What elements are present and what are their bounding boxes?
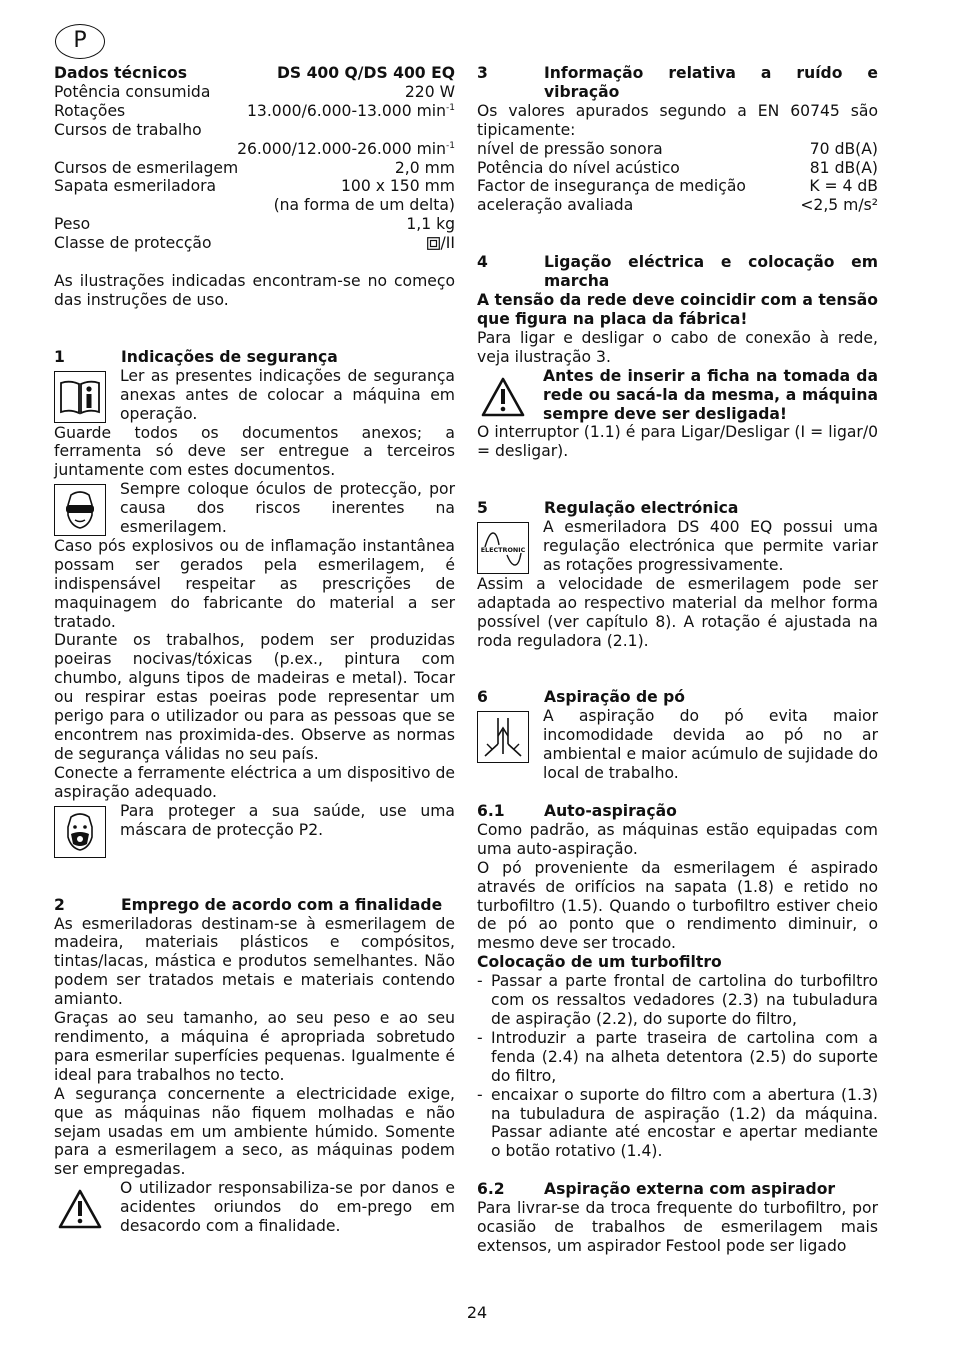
noise-row: aceleração avaliada <2,5 m/s² [477,196,878,215]
list-item: - Introduzir a parte traseira de cartolina com a fenda (2.4) na alheta detentora (2.5) do suporte do filtro, [477,1028,878,1085]
language-badge [55,24,105,59]
list-item: - encaixar o suporte do filtro com a abertura (1.3) na tubuladura de aspiração (1.2) da máquina. Passar adiante até encostar e apertar mediante o botão rotativo (1.4). [477,1085,878,1161]
dust-extraction-block: A aspiração do pó evita maior incomodidade devida ao pó no ar ambiental e maior acúmulo de sujidade do local de trabalho. [477,707,878,783]
spec-strokes-value: 26.000/12.000-26.000 $\min^{-1}$ [237,139,455,158]
warning-icon [477,371,529,423]
spec-pad-note: (na forma de um delta) [273,196,455,215]
tech-data-model: DS 400 Q/DS 400 EQ [276,64,455,82]
section-1-heading: 1 Indicações de segurança [54,347,338,366]
misuse-warning-block: O utilizador responsabiliza-se por danos e acidentes oriundos do em-prego em desacordo com a finalidade. [54,1179,455,1236]
spec-class: Classe de protecção /II [54,234,455,253]
dust-mask-icon [54,806,106,858]
turbofilter-heading: Colocação de um turbofiltro [477,953,722,972]
noise-row: Factor de insegurança de medição K = 4 dB [477,177,878,196]
goggles-block: Sempre coloque óculos de protecção, por causa dos riscos inerentes na esmerilagem. [54,480,455,537]
page-number: 24 [466,1303,488,1322]
section-6-1-heading: 6.1 Auto-aspiração [477,802,677,820]
double-insulation-icon [427,237,440,250]
section-2-heading: 2 Emprego de acordo com a finalidade [54,895,443,914]
spec-grind-stroke: Cursos de esmerilagem 2,0 mm [54,158,455,177]
read-manual-icon [54,371,106,423]
language-code: P [73,28,87,54]
spec-rotations: Rotações 13.000/6.000-13.000 $\min^{-1}$ [54,101,455,120]
tech-data-header [54,64,455,83]
spec-power: Potência consumida 220 W [54,82,455,101]
mask-block: Para proteger a sua saúde, use uma máscara de protecção P2. [54,802,455,858]
warning-icon [54,1183,106,1235]
electronic-block: ELECTRONIC A esmeriladora DS 400 EQ possui uma regulação electrónica que permite variar as rotações progressivamente. [477,518,878,575]
electronic-control-icon [477,522,529,574]
plug-warning-block: Antes de inserir a ficha na tomada da rede ou sacá-la da mesma, a máquina sempre deve ser desligada! [477,367,878,424]
noise-row: Potência do nível acústico 81 dB(A) [477,158,878,177]
tech-data-heading: Dados técnicos [54,64,188,82]
spec-pad: Sapata esmeriladora 100 x 150 mm [54,177,455,196]
read-instructions-block: Ler as presentes indicações de segurança anexas antes de colocar a máquina em operação. [54,367,455,424]
section-3-heading: 3 Informação relativa a ruído e vibração [477,64,878,101]
spec-strokes-label: Cursos de trabalho [54,120,202,139]
electronic-label: ELECTRONIC [481,546,525,555]
spec-weight: Peso 1,1 kg [54,215,455,234]
section-5-heading: 5 Regulação electrónica [477,499,739,518]
section-6-2-heading: 6.2 Aspiração externa com aspirador [477,1180,836,1199]
left-column: Dados técnicos DS 400 Q/DS 400 EQ Potência consumida 220 W Rotações 13.000/6.000-13.000 $\min^{-1}$ Cursos de trabalho 26.000/12.000-26.000 $\min^{-1}$ Cursos de esmerilagem 2,0 mm Sapata esmeriladora 100 x 150 mm (na forma de um delta) Peso 1,1 kg Classe de protecção /II As ilustrações indicadas encontram-se no começo das instruções de uso. 1 Indicações de segurança Ler as presentes indicações de segurança anexas antes de colocar a máquina em operação. Guarde todos os documentos anexos; a ferramenta só deve ser entregue a terceiros juntamente com estes documentos. Sempre coloque óculos de protecção, por causa dos riscos inerentes na esmerilagem. Caso pós explosivos ou de inflamação instantânea possam ser gerados pela esmerilagem, é indispensável respeitar as prescrições de maquinagem do fabricante do material a ser tratado. Durante os trabalhos, podem ser produzidas poeiras nocivas/tóxicas (p.ex., pintura com chumbo, alguns tipos de madeiras e metal). Tocar ou respirar estas poeiras pode representar um perigo para o utilizador ou para as pessoas que se encontrem nas proximida-des. Observe as normas de segurança válidas no seu país. Conecte a ferramente eléctrica a um dispositivo de aspiração adequado. Para proteger a sua saúde, use uma máscara de protecção P2. 2 Emprego de acordo com a finalidade As esmeriladoras destinam-se à esmerilagem de madeira, materiais plásticos e compósitos, tintas/lacas, mástica e produtos semelhantes. Não podem ser tratados metais e materiais contendo amianto. Graças ao seu tamanho, ao seu peso e ao seu rendimento, a máquina é apropriada sobretudo para esmerilar superfícies pequenas. Igualmente é ideal para trabalhos no tecto. A segurança concernente a electricidade exige, que as máquinas não fiquem molhadas e não sejam usadas em um ambiente húmido. Somente para a esmerilagem a seco, as máquinas podem ser empregadas. O utilizador responsabiliza-se por danos e acidentes oriundos do em-prego em desacordo com a finalidade. [54,64,455,1236]
noise-row: nível de pressão sonora 70 dB(A) [477,139,878,158]
section-4-heading: 4 Ligação eléctrica e colocação em marcha [477,253,878,291]
list-item: - Passar a parte frontal de cartolina do turbofiltro com os ressaltos vedadores (2.3) na tubuladura de aspiração (2.2), do suporte do filtro, [477,972,878,1028]
intro-text: As ilustrações indicadas encontram-se no começo das instruções de uso. [54,272,455,309]
section-6-heading: 6 Aspiração de pó [477,688,686,707]
right-column: 3 Informação relativa a ruído e vibração Os valores apurados segundo a EN 60745 são tipicamente: nível de pressão sonora 70 dB(A) Potência do nível acústico 81 dB(A) Factor de insegurança de medição K = 4 dB aceleração avaliada <2,5 m/s² 4 Ligação eléctrica e colocação em marcha A tensão da rede deve coincidir com a tensão que figura na placa da fábrica! Para ligar e desligar o cabo de conexão à rede, veja ilustração 3. Antes de inserir a ficha na tomada da rede ou sacá-la da mesma, a máquina sempre deve ser desligada! O interruptor (1.1) é para Ligar/Desligar (I = ligar/0 = desligar). 5 Regulação electrónica ELECTRONIC A esmeriladora DS 400 EQ possui uma regulação electrónica que permite variar as rotações progressivamente. Assim a velocidade de esmerilagem pode ser adaptada ao respectivo material da melhor forma possível (ver capítulo 8). A rotação é ajustada na roda reguladora (2.1). 6 Aspiração de pó A aspiração do pó evita maior incomodidade devida ao pó no ar ambiental e maior acúmulo de sujidade do local de trabalho. 6.1 Auto-aspiração Como padrão, as máquinas estão equipadas com uma auto-aspiração. O pó proveniente da esmerilagem é aspirado através de orifícios na sapata (1.8) e retido no turbofiltro (1.5). Quando o turbofiltro estiver cheio de pó ao ponto que o rendimento diminuir, o mesmo deve ser trocado. Colocação de um turbofiltro - Passar a parte frontal de cartolina do turbofiltro com os ressaltos vedadores (2.3) na tubuladura de aspiração (2.2), do suporte do filtro, - Introduzir a parte traseira de cartolina com a fenda (2.4) na alheta detentora (2.5) do suporte do filtro, - encaixar o suporte do filtro com a abertura (1.3) na tubuladura de aspiração (1.2) da máquina. Passar adiante até encostar e apertar mediante o botão rotativo (1.4). 6.2 Aspiração externa com aspirador Para livrar-se da troca frequente do turbofiltro, por ocasião de trabalhos de esmerilagem mais extensos, um aspirador Festool pode ser ligado [477,64,878,1255]
dust-extraction-icon [477,711,529,763]
safety-goggles-icon [54,484,106,536]
